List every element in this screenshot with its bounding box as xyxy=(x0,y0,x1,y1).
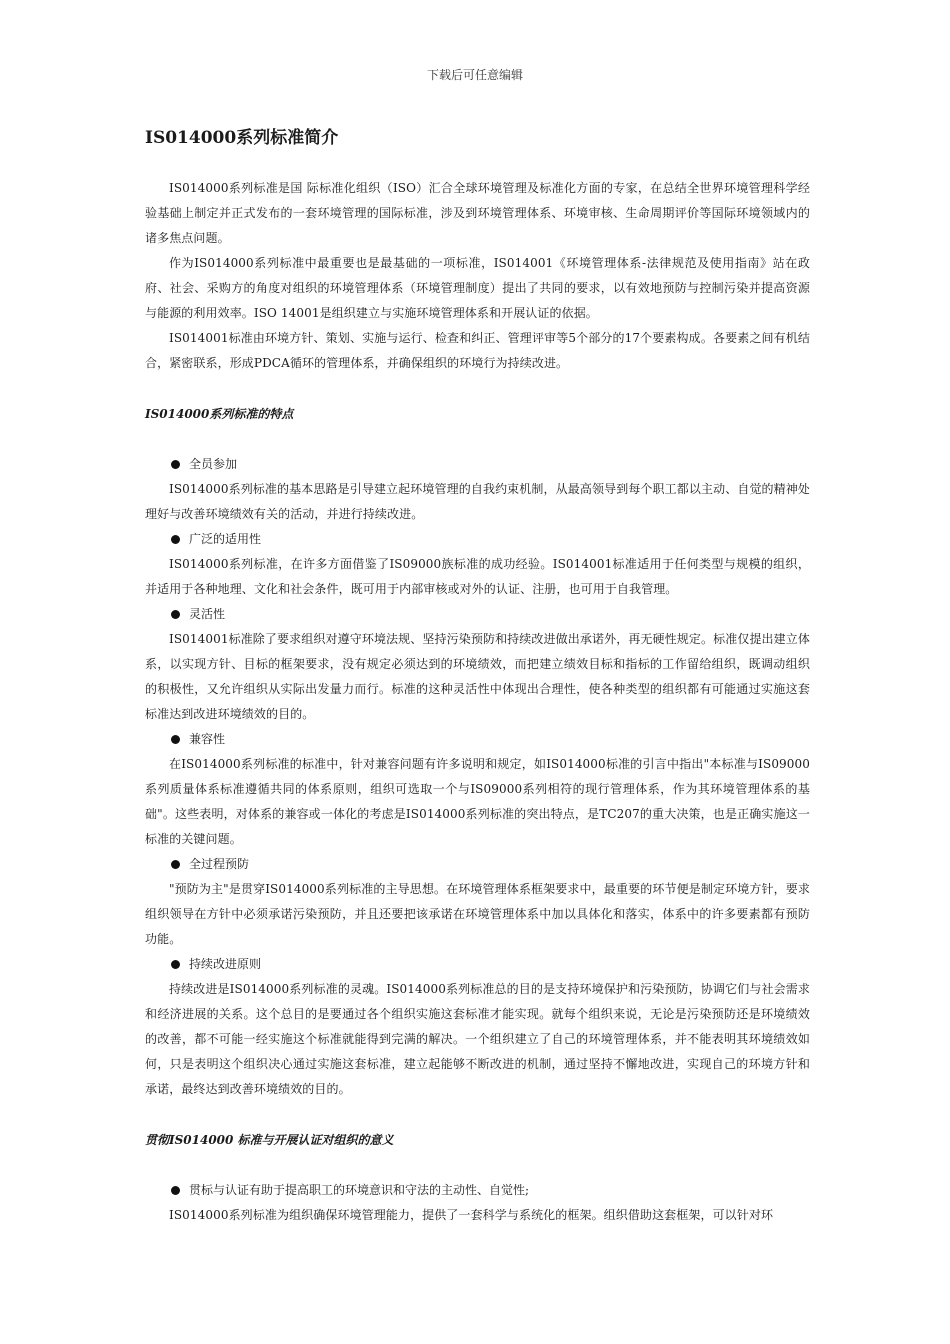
intro-paragraph-1: IS014000系列标准是国 际标准化组织（ISO）汇合全球环境管理及标准化方面的专家，在总结全世界环境管理科学经验基础上制定并正式发布的一套环境管理的国际标准，涉及到环境管理体系、环境审核、生命周期评价等国际环境领域内的诸多焦点问题。 xyxy=(145,181,810,245)
bullet-label: 持续改进原则 xyxy=(189,957,262,971)
bullet-label: 全过程预防 xyxy=(189,857,250,871)
bullet-item xyxy=(145,852,810,877)
intro-paragraph-3: IS014001标准由环境方针、策划、实施与运行、检查和纠正、管理评审等5个部分的17个要素构成。各要素之间有机结合，紧密联系，形成PDCA循环的管理体系，并确保组织的环境行为持续改进。 xyxy=(145,331,810,370)
bullet-label: 灵活性 xyxy=(189,607,226,621)
bullet-dot-icon xyxy=(171,610,180,619)
bullet-dot-icon xyxy=(171,735,180,744)
bullet-dot-icon xyxy=(171,960,180,969)
bullet-label: 广泛的适用性 xyxy=(189,532,262,546)
bullet-paragraph: IS014000系列标准为组织确保环境管理能力，提供了一套科学与系统化的框架。组织借助这套框架，可以针对环 xyxy=(169,1208,774,1222)
section-heading-features: IS014000系列标准的特点 xyxy=(145,407,294,421)
document-content xyxy=(145,124,810,1228)
bullet-item xyxy=(145,452,810,477)
bullet-paragraph: "预防为主"是贯穿IS014000系列标准的主导思想。在环境管理体系框架要求中，最重要的环节便是制定环境方针，要求组织领导在方针中必须承诺污染预防，并且还要把该承诺在环境管理体系中加以具体化和落实，体系中的许多要素都有预防功能。 xyxy=(145,882,810,946)
bullet-label: 贯标与认证有助于提高职工的环境意识和守法的主动性、自觉性; xyxy=(189,1183,530,1197)
bullet-item xyxy=(145,1178,810,1203)
bullet-item xyxy=(145,952,810,977)
section-heading-significance: 贯彻IS014000 标准与开展认证对组织的意义 xyxy=(145,1133,394,1147)
bullet-dot-icon xyxy=(171,460,180,469)
bullet-paragraph: 在IS014000系列标准的标准中，针对兼容问题有许多说明和规定，如IS014000标准的引言中指出"本标准与IS09000系列质量体系标准遵循共同的体系原则，组织可选取一个与IS09000系列相符的现行管理体系，作为其环境管理体系的基础"。这些表明，对体系的兼容或一体化的考虑是IS014000系列标准的突出特点，是TC207的重大决策，也是正确实施这一标准的关键问题。 xyxy=(145,757,810,846)
bullet-dot-icon xyxy=(171,860,180,869)
bullet-label: 兼容性 xyxy=(189,732,226,746)
bullet-paragraph: IS014001标准除了要求组织对遵守环境法规、坚持污染预防和持续改进做出承诺外，再无硬性规定。标准仅提出建立体系，以实现方针、目标的框架要求，没有规定必须达到的环境绩效，而把建立绩效目标和指标的工作留给组织，既调动组织的积极性，又允许组织从实际出发量力而行。标准的这种灵活性中体现出合理性，使各种类型的组织都有可能通过实施这套标准达到改进环境绩效的目的。 xyxy=(145,632,810,721)
header-note: 下载后可任意编辑 xyxy=(426,68,523,82)
bullet-dot-icon xyxy=(171,1186,180,1195)
bullet-dot-icon xyxy=(171,535,180,544)
bullet-paragraph: IS014000系列标准，在许多方面借鉴了IS09000族标准的成功经验。IS014001标准适用于任何类型与规模的组织，并适用于各种地理、文化和社会条件，既可用于内部审核或对外的认证、注册，也可用于自我管理。 xyxy=(145,557,810,596)
bullet-paragraph: IS014000系列标准的基本思路是引导建立起环境管理的自我约束机制，从最高领导到每个职工都以主动、自觉的精神处理好与改善环境绩效有关的活动，并进行持续改进。 xyxy=(145,482,810,521)
bullet-item xyxy=(145,527,810,552)
bullet-paragraph: 持续改进是IS014000系列标准的灵魂。IS014000系列标准总的目的是支持环境保护和污染预防，协调它们与社会需求和经济进展的关系。这个总目的是要通过各个组织实施这套标准才能实现。就每个组织来说，无论是污染预防还是环境绩效的改善，都不可能一经实施这个标准就能得到完满的解决。一个组织建立了自己的环境管理体系，并不能表明其环境绩效如何，只是表明这个组织决心通过实施这套标准，建立起能够不断改进的机制，通过坚持不懈地改进，实现自己的环境方针和承诺，最终达到改善环境绩效的目的。 xyxy=(145,982,810,1096)
document-title: IS014000系列标准简介 xyxy=(145,128,339,148)
bullet-item xyxy=(145,727,810,752)
bullet-item xyxy=(145,602,810,627)
intro-paragraph-2: 作为IS014000系列标准中最重要也是最基础的一项标准，IS014001《环境管理体系-法律规范及使用指南》站在政府、社会、采购方的角度对组织的环境管理体系（环境管理制度）提出了共同的要求，以有效地预防与控制污染并提高资源与能源的利用效率。ISO 14001是组织建立与实施环境管理体系和开展认证的依据。 xyxy=(145,256,810,320)
bullet-label: 全员参加 xyxy=(189,457,238,471)
